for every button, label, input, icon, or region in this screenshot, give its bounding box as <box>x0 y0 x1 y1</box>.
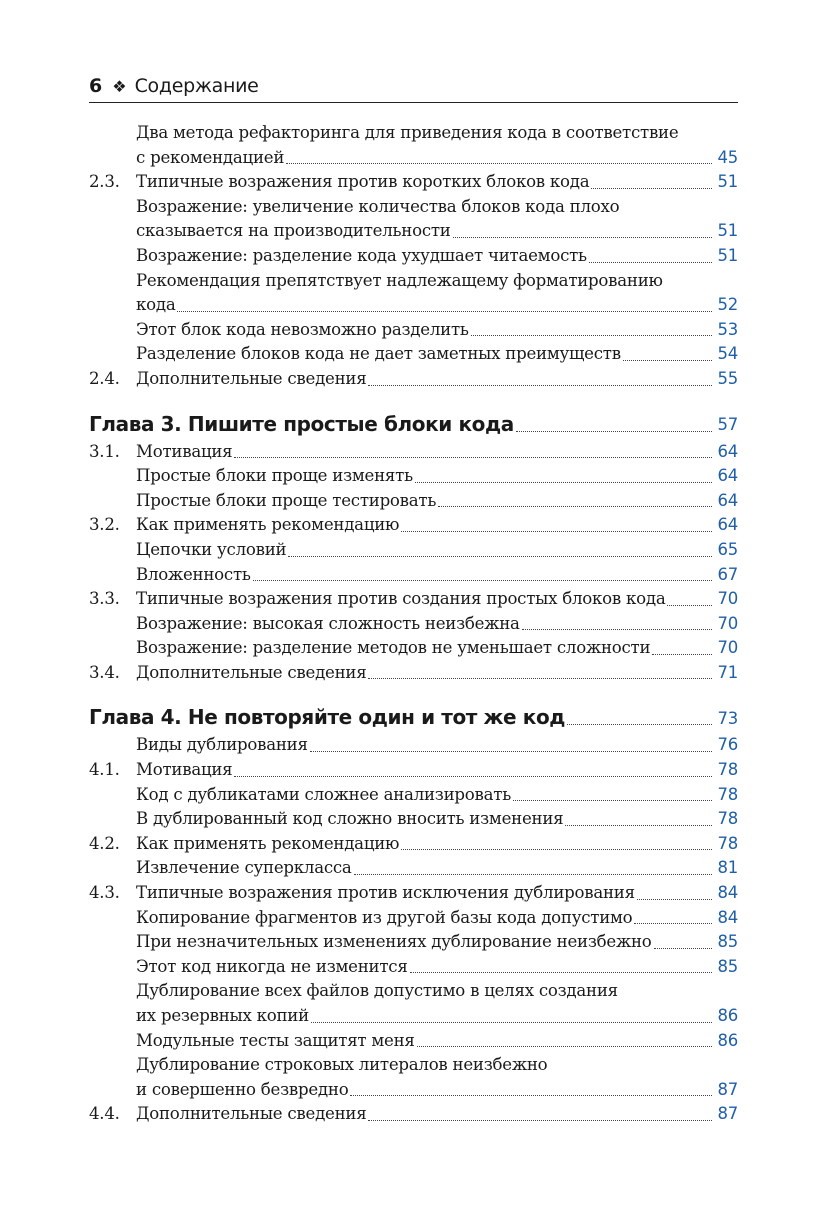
dot-leader <box>401 530 712 532</box>
dot-leader <box>286 162 712 164</box>
dot-leader <box>234 775 712 777</box>
toc-chapter-heading[interactable] <box>89 410 738 438</box>
toc-page-number[interactable]: 73 <box>717 708 738 728</box>
toc-page-number[interactable]: 53 <box>717 319 738 339</box>
toc-entry[interactable] <box>89 930 738 955</box>
toc-page-number[interactable]: 45 <box>717 147 738 167</box>
dot-leader <box>652 653 712 655</box>
header-page-number: 6 <box>89 75 103 97</box>
toc-entry-title: Мотивация <box>136 441 233 461</box>
toc-page-number[interactable]: 85 <box>717 932 738 952</box>
dot-leader <box>634 922 712 924</box>
toc-entry-title: сказывается на производительности <box>136 221 451 241</box>
dot-leader <box>453 236 712 238</box>
toc-entry-number: 3.3. <box>89 589 120 609</box>
toc-page-number[interactable]: 67 <box>717 564 738 584</box>
toc-entry-number: 2.4. <box>89 368 120 388</box>
toc-entry[interactable] <box>89 513 738 538</box>
toc-entry-title: При незначительных изменениях дублирование неизбежно <box>136 932 652 952</box>
toc-entry[interactable] <box>89 636 738 661</box>
toc-entry[interactable] <box>89 733 738 758</box>
dot-leader <box>368 1119 712 1121</box>
toc-page-number[interactable]: 70 <box>717 613 738 633</box>
toc-page-number[interactable]: 78 <box>717 809 738 829</box>
dot-leader <box>177 310 712 312</box>
dot-leader <box>253 579 712 581</box>
toc-page-number[interactable]: 71 <box>717 662 738 682</box>
toc-entry[interactable] <box>89 269 738 318</box>
toc-page-number[interactable]: 64 <box>717 490 738 510</box>
toc-page-number[interactable]: 52 <box>717 295 738 315</box>
toc-entry[interactable] <box>89 342 738 367</box>
toc-page-number[interactable]: 84 <box>717 883 738 903</box>
toc-entry-title: Дублирование всех файлов допустимо в целях создания <box>136 981 618 1001</box>
toc-entry-title: с рекомендацией <box>136 147 285 167</box>
dot-leader <box>513 799 712 801</box>
dot-leader <box>516 430 712 432</box>
toc-entry-title: их резервных копий <box>136 1006 309 1025</box>
toc-page-number[interactable]: 78 <box>717 784 738 804</box>
toc-entry-title: Типичные возражения против исключения дублирования <box>136 883 635 903</box>
toc-entry-title: Цепочки условий <box>136 539 287 559</box>
toc-page-number[interactable]: 78 <box>717 833 738 853</box>
toc-entry-title: В дублированный код сложно вносить изменения <box>136 809 564 829</box>
toc-entry[interactable] <box>89 1029 738 1054</box>
toc-entry[interactable] <box>89 661 738 686</box>
toc-entry[interactable] <box>89 244 738 269</box>
toc-page-number[interactable]: 64 <box>717 515 738 535</box>
dot-leader <box>591 187 712 189</box>
toc-entry[interactable] <box>89 195 738 244</box>
toc-entry[interactable] <box>89 587 738 612</box>
dot-leader <box>637 898 712 900</box>
toc-entry-number: 2.3. <box>89 172 120 192</box>
toc-page-number[interactable]: 86 <box>717 1006 738 1025</box>
toc-entry[interactable] <box>89 318 738 343</box>
dot-leader <box>654 947 712 949</box>
toc-entry[interactable] <box>89 464 738 489</box>
toc-entry[interactable] <box>89 367 738 392</box>
toc-entry-title: Возражение: разделение кода ухудшает читаемость <box>136 245 587 265</box>
toc-entry-title: Код с дубликатами сложнее анализировать <box>136 784 511 804</box>
toc-entry-title: Извлечение суперкласса <box>136 858 352 878</box>
toc-entry[interactable] <box>89 170 738 195</box>
toc-entry-title: Виды дублирования <box>136 735 308 755</box>
dot-leader <box>565 824 712 826</box>
toc-page-number[interactable]: 51 <box>717 245 738 265</box>
toc-entry-title: Этот блок кода невозможно разделить <box>136 319 469 339</box>
toc-entry-title: Простые блоки проще тестировать <box>136 490 437 510</box>
toc-entry[interactable] <box>89 906 738 931</box>
toc-page-number[interactable]: 76 <box>717 735 738 755</box>
toc-entry-title: Дополнительные сведения <box>136 368 367 388</box>
diamond-ornament-icon: ❖ <box>112 77 127 96</box>
toc-entry-title: Вложенность <box>136 564 251 584</box>
toc-entry-title: Мотивация <box>136 760 233 780</box>
toc-page-number[interactable]: 70 <box>717 589 738 609</box>
toc-page-number[interactable]: 85 <box>717 956 738 976</box>
dot-leader <box>438 505 712 507</box>
toc-entry-title: Два метода рефакторинга для приведения кода в соответствие <box>136 123 679 142</box>
toc-entry[interactable] <box>89 121 738 170</box>
toc-entry-number: 3.2. <box>89 515 120 535</box>
toc-page-number[interactable]: 64 <box>717 441 738 461</box>
toc-entry-title: Возражение: увеличение количества блоков кода плохо <box>136 196 620 216</box>
toc-page-number[interactable]: 87 <box>717 1079 738 1099</box>
running-header <box>89 74 738 103</box>
toc-page-number[interactable]: 81 <box>717 858 738 878</box>
toc-entry-title: кода <box>136 295 176 315</box>
dot-leader <box>589 261 712 263</box>
toc-entry[interactable] <box>89 832 738 857</box>
toc-entry[interactable] <box>89 881 738 906</box>
toc-entry-title: Рекомендация препятствует надлежащему форматированию <box>136 270 663 290</box>
dot-leader <box>471 334 712 336</box>
toc-entry-title: Дублирование строковых литералов неизбежно <box>136 1055 548 1075</box>
toc-entry[interactable] <box>89 538 738 563</box>
toc-entry-number: 4.4. <box>89 1104 120 1124</box>
dot-leader <box>417 1045 712 1047</box>
toc-entry[interactable] <box>89 979 738 1028</box>
dot-leader <box>234 456 712 458</box>
toc-page-number[interactable]: 57 <box>717 414 738 434</box>
toc-entry-number: 4.2. <box>89 833 120 853</box>
toc-entry-title: Как применять рекомендацию <box>136 833 400 853</box>
dot-leader <box>368 677 712 679</box>
dot-leader <box>401 848 712 850</box>
header-title: Содержание <box>134 75 259 97</box>
toc-entry-number: 4.1. <box>89 760 120 780</box>
toc-entry-title: Разделение блоков кода не дает заметных преимуществ <box>136 344 621 364</box>
toc-page-number[interactable]: 84 <box>717 907 738 927</box>
chapter-title: Глава 3. Пишите простые блоки кода <box>89 411 514 436</box>
dot-leader <box>623 359 712 361</box>
toc-entry[interactable] <box>89 563 738 588</box>
toc-entry[interactable] <box>89 612 738 637</box>
toc-page-number[interactable]: 51 <box>717 221 738 241</box>
toc-entry-title: Как применять рекомендацию <box>136 515 400 535</box>
toc-entry-title: и совершенно безвредно <box>136 1079 349 1099</box>
toc-page-number[interactable]: 55 <box>717 368 738 388</box>
toc-page-number[interactable]: 64 <box>717 466 738 486</box>
toc-entry[interactable] <box>89 807 738 832</box>
toc-entry[interactable] <box>89 1102 738 1127</box>
toc-entry-title: Модульные тесты защитят меня <box>136 1030 415 1050</box>
dot-leader <box>350 1094 712 1096</box>
toc-entry-title: Копирование фрагментов из другой базы кода допустимо <box>136 907 633 927</box>
table-of-contents <box>89 121 738 1127</box>
dot-leader <box>667 604 712 606</box>
toc-page-number[interactable]: 70 <box>717 638 738 658</box>
toc-page-number[interactable]: 87 <box>717 1104 738 1124</box>
toc-page-number[interactable]: 54 <box>717 344 738 364</box>
dot-leader <box>522 628 712 630</box>
toc-page-number[interactable]: 65 <box>717 539 738 559</box>
toc-page-number[interactable]: 78 <box>717 760 738 780</box>
dot-leader <box>310 750 712 752</box>
toc-entry-title: Возражение: разделение методов не уменьшает сложности <box>136 638 651 658</box>
toc-entry[interactable] <box>89 758 738 783</box>
dot-leader <box>311 1021 712 1023</box>
toc-entry-title: Типичные возражения против коротких блоков кода <box>136 172 590 192</box>
toc-entry[interactable] <box>89 440 738 465</box>
toc-entry-title: Возражение: высокая сложность неизбежна <box>136 613 520 633</box>
toc-page-number[interactable]: 86 <box>717 1030 738 1050</box>
toc-entry-title: Типичные возражения против создания простых блоков кода <box>136 589 666 609</box>
toc-entry[interactable] <box>89 955 738 980</box>
chapter-title: Глава 4. Не повторяйте один и тот же код <box>89 705 566 730</box>
toc-entry-title: Дополнительные сведения <box>136 662 367 682</box>
toc-chapter-heading[interactable] <box>89 703 738 731</box>
dot-leader <box>368 384 712 386</box>
dot-leader <box>415 481 712 483</box>
dot-leader <box>567 723 712 725</box>
toc-entry-number: 3.4. <box>89 662 120 682</box>
toc-entry-number: 3.1. <box>89 441 120 461</box>
toc-entry[interactable] <box>89 489 738 514</box>
toc-entry[interactable] <box>89 856 738 881</box>
toc-entry-title: Простые блоки проще изменять <box>136 466 413 486</box>
toc-page-number[interactable]: 51 <box>717 172 738 192</box>
toc-entry-title: Дополнительные сведения <box>136 1104 367 1124</box>
toc-entry[interactable] <box>89 783 738 808</box>
toc-entry-title: Этот код никогда не изменится <box>136 956 408 976</box>
dot-leader <box>410 971 712 973</box>
dot-leader <box>354 873 712 875</box>
toc-entry[interactable] <box>89 1053 738 1102</box>
dot-leader <box>288 555 712 557</box>
toc-entry-number: 4.3. <box>89 883 120 903</box>
